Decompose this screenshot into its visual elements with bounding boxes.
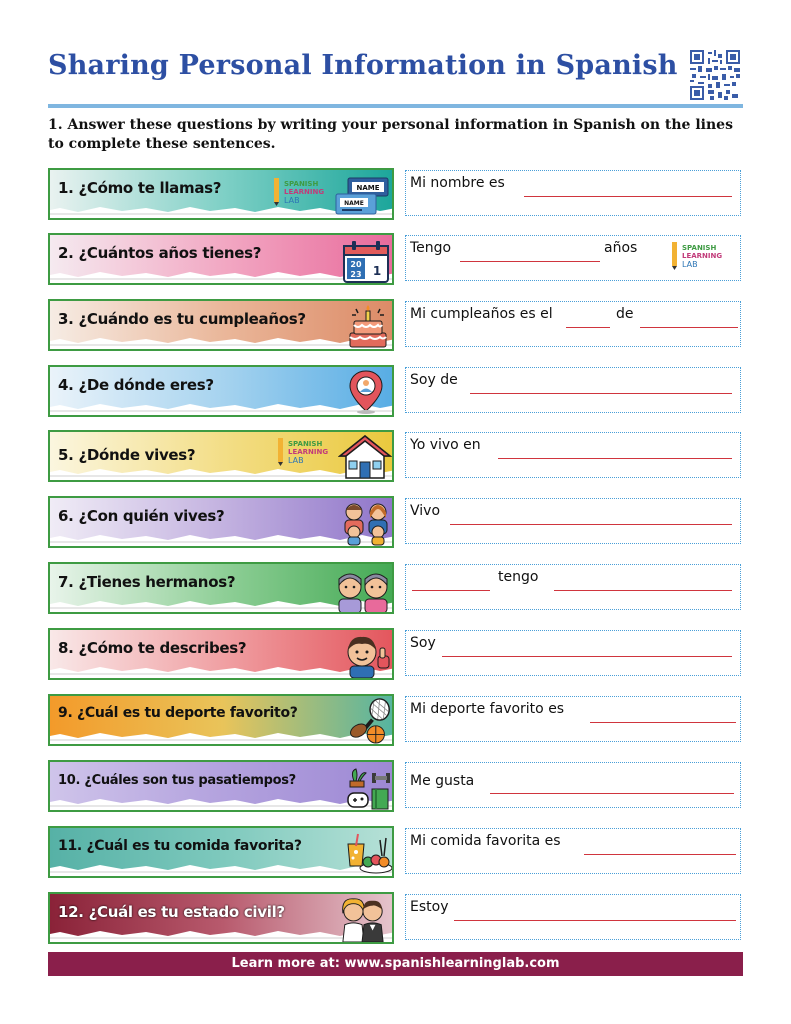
question-text: 2. ¿Cuántos años tienes? — [58, 244, 262, 262]
answer-box — [405, 564, 741, 610]
footer-banner[interactable]: Learn more at: www.spanishlearninglab.com — [48, 952, 743, 976]
answer-prompt: Mi cumpleaños es el — [410, 306, 553, 322]
title-divider — [48, 104, 743, 108]
answer-prompt: Mi deporte favorito es — [410, 701, 565, 717]
answer-line[interactable] — [460, 261, 600, 262]
answer-line[interactable] — [490, 793, 734, 794]
answer-line[interactable] — [566, 327, 610, 328]
question-text: 1. ¿Cómo te llamas? — [58, 179, 222, 197]
question-text: 9. ¿Cuál es tu deporte favorito? — [58, 705, 298, 721]
question-row-1 — [48, 168, 748, 224]
answer-prompt: tengo — [498, 569, 539, 585]
answer-prompt: Mi nombre es — [410, 175, 505, 191]
instructions: 1. Answer these questions by writing your personal information in Spanish on the lines to complete these sentences. — [48, 117, 733, 152]
question-box — [48, 628, 394, 680]
question-box: 5. ¿Dónde vives? SPANISH LEARNING LAB — [48, 430, 394, 482]
answer-line[interactable] — [524, 196, 732, 197]
answer-box — [405, 894, 741, 940]
question-text: 10. ¿Cuáles son tus pasatiempos? — [58, 773, 296, 788]
question-row-10 — [48, 760, 748, 816]
birthday-cake-icon — [346, 303, 390, 349]
page-title: Sharing Personal Information in Spanish — [48, 50, 678, 81]
question-row-12 — [48, 892, 748, 948]
answer-suffix: de — [616, 306, 634, 322]
house-icon — [338, 434, 392, 480]
siblings-icon — [334, 568, 392, 614]
answer-box — [405, 696, 741, 742]
question-row-3 — [48, 299, 748, 355]
svg-text:1: 1 — [372, 264, 382, 278]
question-row-7 — [48, 562, 748, 618]
answer-line[interactable] — [442, 656, 732, 657]
answer-line[interactable] — [584, 854, 736, 855]
question-row-11 — [48, 826, 748, 882]
answer-line[interactable] — [450, 524, 732, 525]
question-text: 11. ¿Cuál es tu comida favorita? — [58, 838, 302, 854]
answer-prompt: Me gusta — [410, 773, 475, 789]
question-text: 6. ¿Con quién vives? — [58, 507, 225, 525]
answer-box — [405, 432, 741, 478]
answer-box — [405, 762, 741, 808]
svg-text:20: 20 — [350, 260, 362, 269]
question-text: 7. ¿Tienes hermanos? — [58, 573, 236, 591]
answer-line[interactable] — [554, 590, 732, 591]
question-box — [48, 694, 394, 746]
question-text: 3. ¿Cuándo es tu cumpleaños? — [58, 310, 306, 328]
qr-code-icon — [690, 50, 740, 100]
answer-suffix: años — [604, 240, 638, 256]
svg-text:NAME: NAME — [344, 200, 364, 207]
boy-thumbs-up-icon — [340, 632, 392, 678]
answer-prompt: Soy de — [410, 372, 458, 388]
question-box — [48, 826, 394, 878]
answer-box — [405, 170, 741, 216]
answer-box — [405, 630, 741, 676]
question-text: 5. ¿Dónde vives? — [58, 446, 196, 464]
couple-icon — [336, 896, 390, 942]
question-box — [48, 892, 394, 944]
answer-box: Tengo años SPANISH LEARNING LAB — [405, 235, 741, 281]
question-row-4 — [48, 365, 748, 421]
location-pin-icon — [346, 369, 386, 415]
family-icon — [340, 500, 392, 546]
answer-prompt: Tengo — [410, 240, 452, 256]
question-box — [48, 299, 394, 351]
answer-line[interactable] — [470, 393, 732, 394]
question-box — [48, 562, 394, 614]
question-row-9 — [48, 694, 748, 750]
answer-line[interactable] — [498, 458, 732, 459]
hobbies-icon — [346, 766, 392, 812]
question-box — [48, 760, 394, 812]
question-box — [48, 233, 394, 285]
answer-prompt: Yo vivo en — [410, 437, 481, 453]
svg-text:NAME: NAME — [356, 184, 380, 192]
question-text: 4. ¿De dónde eres? — [58, 376, 214, 394]
answer-prompt: Mi comida favorita es — [410, 833, 561, 849]
answer-line[interactable] — [640, 327, 738, 328]
answer-box — [405, 498, 741, 544]
answer-line[interactable] — [454, 920, 736, 921]
calendar-icon — [342, 239, 390, 285]
answer-box — [405, 301, 741, 347]
food-icon — [344, 830, 394, 876]
answer-prompt: Vivo — [410, 503, 441, 519]
question-box — [48, 365, 394, 417]
name-tag-icon — [334, 174, 392, 220]
answer-prompt: Estoy — [410, 899, 449, 915]
answer-line[interactable] — [590, 722, 736, 723]
answer-box — [405, 828, 741, 874]
answer-box — [405, 367, 741, 413]
question-row-8 — [48, 628, 748, 684]
question-box — [48, 496, 394, 548]
question-text: 8. ¿Cómo te describes? — [58, 639, 247, 657]
question-box: 1. ¿Cómo te llamas? SPANISH LEARNING LAB NAME NAME — [48, 168, 394, 220]
sports-balls-icon — [348, 698, 394, 744]
question-row-5 — [48, 430, 748, 486]
question-row-6 — [48, 496, 748, 552]
answer-line[interactable] — [412, 590, 490, 591]
svg-text:23: 23 — [350, 270, 362, 279]
answer-prompt: Soy — [410, 635, 436, 651]
question-text: 12. ¿Cuál es tu estado civil? — [58, 903, 285, 921]
question-row-2 — [48, 233, 748, 289]
